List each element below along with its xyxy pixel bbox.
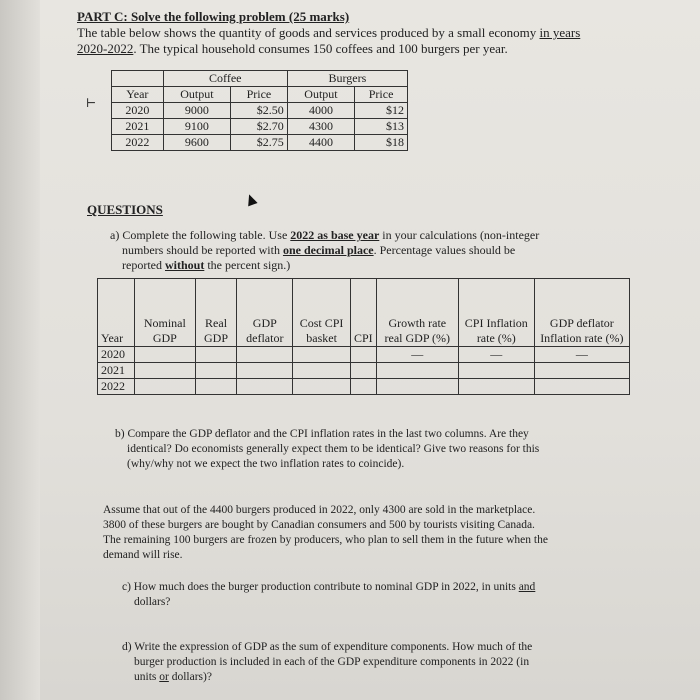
page-shadow: [0, 0, 40, 700]
intro-line-1: [77, 25, 637, 41]
table-row: [112, 119, 408, 135]
questions-heading: QUESTIONS: [87, 202, 163, 217]
col-header: Real GDP: [195, 279, 237, 347]
answer-cell[interactable]: [534, 363, 629, 379]
qa-text: reported: [122, 258, 165, 272]
table-row: [98, 347, 630, 363]
paragraph-line: 3800 of these burgers are bought by Canadian consumers and 500 by tourists visiting Canada.: [103, 519, 535, 531]
qa-text: in your calculations (non-integer: [379, 228, 540, 242]
burgers-header: Burgers: [287, 71, 407, 87]
answer-cell[interactable]: [135, 379, 196, 395]
part-c-header: [77, 9, 637, 57]
qd-text: dollars)?: [168, 671, 212, 683]
table-cell: 9100: [163, 119, 230, 135]
question-d-line: burger production is included in each of the GDP expenditure components in 2022 (in: [134, 656, 530, 668]
qa-text: . Percentage values should be: [373, 243, 516, 257]
col-header: GDP deflator Inflation rate (%): [534, 279, 629, 347]
assumption-paragraph: [103, 503, 583, 563]
intro-years: 2020-2022: [77, 41, 134, 56]
qd-text: units: [134, 671, 160, 683]
table-cell: $13: [355, 119, 408, 135]
answer-cell[interactable]: [350, 379, 376, 395]
question-a: [110, 228, 580, 273]
qa-text: numbers should be reported with: [122, 243, 283, 257]
question-a-line: [110, 258, 580, 273]
table-cell: 9000: [163, 103, 230, 119]
qa-without: without: [164, 258, 205, 272]
table-row: [112, 103, 408, 119]
table-cell: $12: [355, 103, 408, 119]
question-d-line: d) Write the expression of GDP as the sum of expenditure components. How much of the: [122, 641, 533, 653]
question-b-line: identical? Do economists generally expect them to be identical? Give two reasons for this: [127, 443, 540, 455]
col-header: CPI: [350, 279, 376, 347]
col-header: Output: [287, 87, 354, 103]
question-a-line: [110, 243, 580, 258]
table-row: [98, 379, 630, 395]
question-c: [122, 580, 572, 610]
answer-cell[interactable]: [237, 379, 293, 395]
answer-cell[interactable]: [376, 379, 458, 395]
col-header: GDP deflator: [237, 279, 293, 347]
col-header: CPI Inflation rate (%): [458, 279, 534, 347]
paragraph-line: The remaining 100 burgers are frozen by producers, who plan to sell them in the future when the: [103, 534, 548, 546]
col-header: Price: [355, 87, 408, 103]
col-header: Year: [112, 87, 164, 103]
answer-cell[interactable]: —: [534, 347, 629, 363]
margin-mark: ⊢: [86, 96, 97, 110]
coffee-header: Coffee: [163, 71, 287, 87]
table-cell: $18: [355, 135, 408, 151]
qa-text: the percent sign.): [204, 258, 291, 272]
blank-cell: [112, 71, 164, 87]
answer-cell[interactable]: [458, 379, 534, 395]
table-cell: $2.75: [231, 135, 288, 151]
table-cell: 2021: [112, 119, 164, 135]
question-b: [115, 427, 585, 472]
answer-cell[interactable]: [195, 379, 237, 395]
question-d: [122, 640, 582, 685]
answer-cell[interactable]: [293, 363, 351, 379]
qa-decimal: one decimal place: [282, 243, 374, 257]
table-cell: $2.50: [231, 103, 288, 119]
table-cell: 4400: [287, 135, 354, 151]
column-header-row: [112, 87, 408, 103]
year-cell: 2020: [98, 347, 135, 363]
qa-base-year: 2022 as base year: [290, 228, 380, 242]
qc-and: and: [518, 581, 536, 593]
table-cell: 2020: [112, 103, 164, 119]
question-b-line: b) Compare the GDP deflator and the CPI inflation rates in the last two columns. Are they: [115, 428, 529, 440]
year-cell: 2022: [98, 379, 135, 395]
qa-text: a) Complete the following table. Use: [110, 228, 291, 242]
question-c-line: dollars?: [134, 596, 171, 608]
production-table: [111, 70, 408, 151]
col-header: Output: [163, 87, 230, 103]
answer-cell[interactable]: [534, 379, 629, 395]
table-cell: 9600: [163, 135, 230, 151]
col-header: Cost CPI basket: [293, 279, 351, 347]
answer-cell[interactable]: —: [376, 347, 458, 363]
col-header: Price: [231, 87, 288, 103]
intro-text: . The typical household consumes 150 coffees and 100 burgers per year.: [133, 41, 508, 56]
answer-table: [97, 278, 630, 395]
intro-text: The table below shows the quantity of goods and services produced by a small economy: [77, 25, 540, 40]
answer-cell[interactable]: [237, 363, 293, 379]
table-cell: 4000: [287, 103, 354, 119]
answer-cell[interactable]: [293, 347, 351, 363]
qc-text: c) How much does the burger production contribute to nominal GDP in 2022, in units: [122, 581, 519, 593]
answer-cell[interactable]: [293, 379, 351, 395]
col-header: Year: [98, 279, 135, 347]
answer-cell[interactable]: [135, 347, 196, 363]
answer-cell[interactable]: [195, 347, 237, 363]
table-row: [98, 363, 630, 379]
answer-cell[interactable]: [237, 347, 293, 363]
answer-cell[interactable]: [350, 347, 376, 363]
answer-cell[interactable]: [195, 363, 237, 379]
year-cell: 2021: [98, 363, 135, 379]
qd-or: or: [159, 671, 169, 683]
question-c-line: [122, 580, 572, 595]
question-d-line: [122, 670, 582, 685]
part-title: PART C: Solve the following problem (25 marks): [77, 9, 350, 24]
paragraph-line: demand will rise.: [103, 549, 183, 561]
paragraph-line: Assume that out of the 4400 burgers produced in 2022, only 4300 are sold in the marketplace.: [103, 504, 536, 516]
answer-cell[interactable]: [458, 363, 534, 379]
table-cell: 4300: [287, 119, 354, 135]
answer-cell[interactable]: [135, 363, 196, 379]
answer-header-row: [98, 279, 630, 347]
group-header-row: [112, 71, 408, 87]
table-cell: $2.70: [231, 119, 288, 135]
col-header: Nominal GDP: [135, 279, 196, 347]
col-header: Growth rate real GDP (%): [376, 279, 458, 347]
answer-cell[interactable]: [376, 363, 458, 379]
table-row: [112, 135, 408, 151]
intro-line-2: [77, 41, 637, 57]
answer-cell[interactable]: [350, 363, 376, 379]
intro-underlined: in years: [539, 25, 581, 40]
question-b-line: (why/why not we expect the two inflation rates to coincide).: [127, 458, 405, 470]
question-a-line: [110, 228, 580, 243]
table-cell: 2022: [112, 135, 164, 151]
mouse-cursor-icon: [244, 193, 257, 207]
answer-cell[interactable]: —: [458, 347, 534, 363]
